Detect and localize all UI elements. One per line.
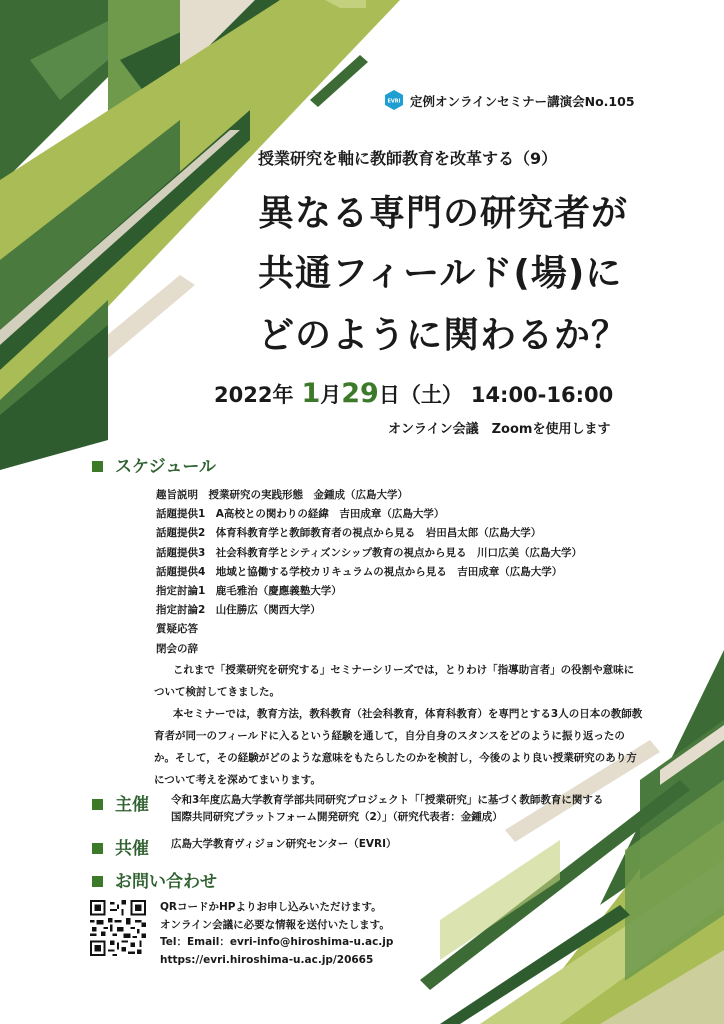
date-month-number: 1 bbox=[301, 378, 321, 409]
event-date bbox=[214, 378, 613, 409]
schedule-item: 閉会の辞 bbox=[156, 642, 198, 655]
contact-url-link[interactable]: https://evri.hiroshima-u.ac.jp/20665 bbox=[160, 953, 374, 966]
contact-email[interactable]: Tel：Email：evri-info@hiroshima-u.ac.jp bbox=[160, 936, 394, 948]
subtitle: 授業研究を軸に教師教育を改革する（9） bbox=[258, 149, 558, 168]
schedule-item: 趣旨説明 授業研究の実践形態 金鍾成（広島大学） bbox=[156, 489, 408, 501]
schedule-list bbox=[156, 486, 582, 659]
qr-code-icon[interactable] bbox=[90, 900, 146, 956]
description-paragraph: これまで「授業研究を研究する」セミナーシリーズでは，とりわけ「指導助言者」の役割や意味について検討してきました。 bbox=[154, 664, 635, 698]
title-line-3: どのように関わるか？ bbox=[258, 315, 629, 356]
schedule-item: 話題提供1 A高校との関わりの経緯 吉田成章（広島大学） bbox=[156, 508, 445, 521]
contact-heading bbox=[92, 867, 217, 892]
evri-logo-icon bbox=[383, 89, 405, 111]
schedule-item: 話題提供2 体育科教育学と教師教育者の視点から見る 岩田昌太郎（広島大学） bbox=[156, 527, 542, 540]
schedule-item: 話題提供4 地域と協働する学校カリキュラムの視点から見る 吉田成章（広島大学） bbox=[156, 565, 563, 578]
title-line-1: 異なる専門の研究者が bbox=[258, 193, 629, 234]
organizer-line: 令和3年度広島大学教育学部共同研究プロジェクト「「授業研究」に基づく教師教育に関する bbox=[171, 794, 604, 806]
date-day-number: 29 bbox=[341, 378, 379, 409]
cosponsor-heading-label: 共催 bbox=[115, 839, 149, 859]
contact-line: オンライン会議に必要な情報を送付いたします。 bbox=[160, 918, 390, 931]
organizer-heading bbox=[92, 790, 149, 815]
organizer-text bbox=[171, 792, 603, 826]
event-time: 14:00-16:00 bbox=[470, 383, 614, 407]
event-venue: オンライン会議 Zoomを使用します bbox=[388, 422, 611, 437]
series-label: 定例オンラインセミナー講演会No.105 bbox=[410, 94, 635, 109]
organizer-line: 国際共同研究プラットフォーム開発研究（2）」（研究代表者：金鍾成） bbox=[171, 811, 503, 823]
square-bullet-icon bbox=[92, 843, 103, 854]
square-bullet-icon bbox=[92, 461, 103, 472]
schedule-heading bbox=[92, 452, 216, 477]
date-month-label: 月 bbox=[320, 383, 342, 407]
square-bullet-icon bbox=[92, 799, 103, 810]
cosponsor-text: 広島大学教育ヴィジョン研究センター（EVRI） bbox=[171, 838, 397, 850]
schedule-item: 話題提供3 社会科教育学とシティズンシップ教育の視点から見る 川口広美（広島大学） bbox=[156, 546, 582, 559]
cosponsor-heading bbox=[92, 834, 149, 859]
description-paragraph: 本セミナーでは，教育方法，教科教育（社会科教育，体育科教育）を専門とする3人の日本の教師教育者が同一のフィールドに入るという経験を通して，自分自身のスタンスをどのように振り返ったのか。そして，その経験がどのような意味をもたらしたのかを検討し，今後のより良い授業研究のあり方について考えを深めてまいります。 bbox=[154, 708, 643, 786]
schedule-item: 質疑応答 bbox=[156, 623, 198, 636]
date-day-label: 日 bbox=[378, 383, 400, 407]
date-year: 2022年 bbox=[214, 383, 294, 407]
organizer-heading-label: 主催 bbox=[115, 795, 149, 815]
square-bullet-icon bbox=[92, 876, 103, 887]
contact-line: QRコードかHPよりお申し込みいただけます。 bbox=[160, 901, 382, 913]
schedule-item: 指定討論1 鹿毛雅治（慶應義塾大学） bbox=[156, 585, 342, 598]
contact-heading-label: お問い合わせ bbox=[115, 872, 217, 892]
contact-info bbox=[160, 899, 393, 969]
schedule-item: 指定討論2 山住勝広（関西大学） bbox=[156, 604, 321, 617]
description bbox=[154, 659, 643, 791]
title-line-2: 共通フィールド(場)に bbox=[258, 253, 623, 294]
schedule-heading-label: スケジュール bbox=[115, 457, 216, 477]
date-weekday: （土） bbox=[399, 383, 463, 407]
svg-text:EVRI: EVRI bbox=[387, 98, 401, 105]
